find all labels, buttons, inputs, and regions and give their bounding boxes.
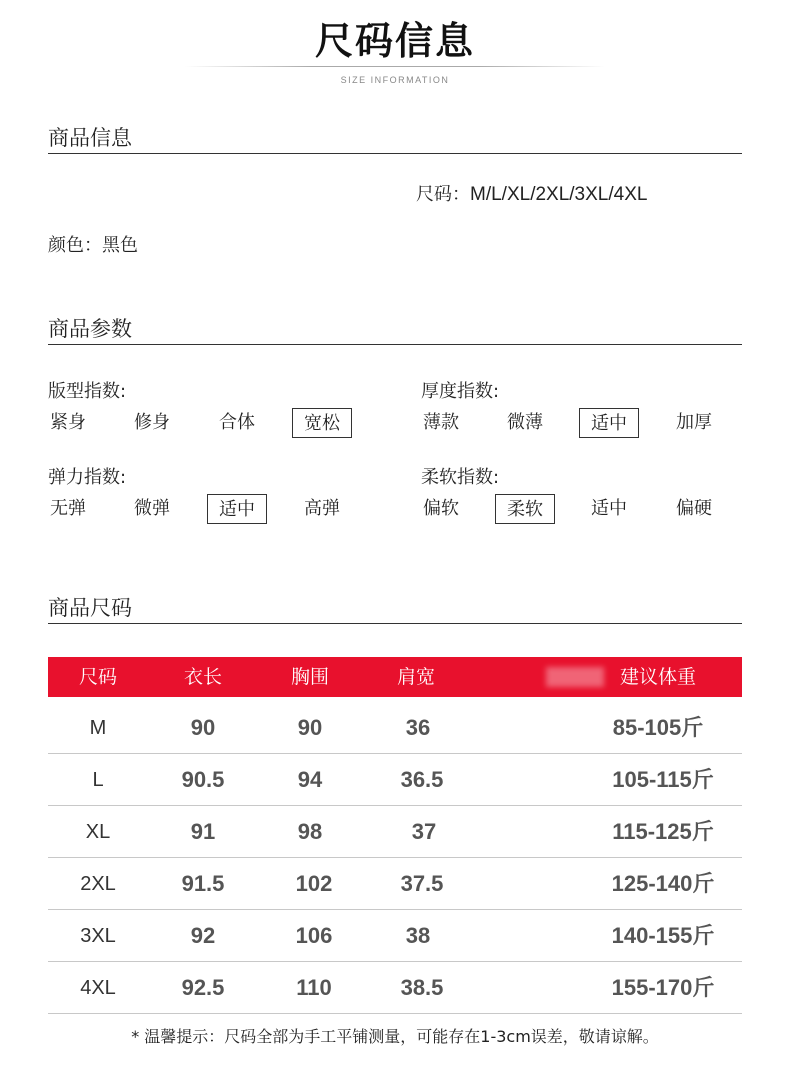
table-row bbox=[48, 806, 742, 858]
color-label: 颜色： bbox=[48, 235, 102, 256]
softness-option: 适中 bbox=[591, 498, 627, 519]
section-divider bbox=[48, 623, 742, 624]
cell-length: 90 bbox=[190, 715, 216, 740]
cell-weight: 105-115斤 bbox=[612, 767, 714, 792]
cell-shoulder: 37.5 bbox=[400, 871, 444, 896]
table-row bbox=[48, 754, 742, 806]
elasticity-option: 高弹 bbox=[304, 498, 340, 519]
thickness-option: 加厚 bbox=[676, 412, 712, 433]
cell-length: 91 bbox=[190, 819, 216, 844]
cell-chest: 94 bbox=[297, 767, 323, 792]
cell-size: M bbox=[89, 717, 107, 739]
thickness-option: 微薄 bbox=[507, 412, 543, 433]
fit-index-label: 版型指数: bbox=[48, 381, 127, 402]
thickness-index-label: 厚度指数: bbox=[421, 381, 500, 402]
thickness-option: 薄款 bbox=[423, 412, 459, 433]
cell-size: L bbox=[92, 769, 104, 791]
fit-option: 合体 bbox=[219, 412, 255, 433]
cell-weight: 140-155斤 bbox=[611, 923, 715, 948]
cell-shoulder: 38.5 bbox=[400, 975, 444, 1000]
fit-option: 修身 bbox=[134, 412, 170, 433]
page-title: 尺码信息 bbox=[314, 19, 475, 63]
measurement-note: * 温馨提示：尺码全部为手工平铺测量，可能存在1-3cm误差，敬请谅解。 bbox=[131, 1027, 659, 1046]
cell-length: 92.5 bbox=[181, 975, 225, 1000]
column-header-size: 尺码 bbox=[78, 666, 117, 688]
cell-weight: 115-125斤 bbox=[612, 819, 714, 844]
color-info bbox=[48, 231, 138, 257]
cell-length: 90.5 bbox=[181, 767, 225, 792]
size-table-header bbox=[48, 657, 742, 697]
table-row bbox=[48, 910, 742, 962]
elasticity-option-selected: 适中 bbox=[207, 494, 267, 524]
section-title-size-table: 商品尺码 bbox=[48, 596, 132, 620]
fit-option: 紧身 bbox=[50, 412, 86, 433]
sizes-label: 尺码： bbox=[416, 184, 470, 205]
cell-length: 91.5 bbox=[181, 871, 225, 896]
table-row bbox=[48, 702, 742, 754]
table-row bbox=[48, 858, 742, 910]
column-header-shoulder: 肩宽 bbox=[396, 666, 435, 688]
sizes-info bbox=[416, 180, 647, 206]
cell-shoulder: 36 bbox=[405, 715, 431, 740]
column-header-chest: 胸围 bbox=[290, 666, 329, 688]
section-divider bbox=[48, 344, 742, 345]
cell-shoulder: 37 bbox=[411, 819, 437, 844]
cell-chest: 102 bbox=[295, 871, 333, 896]
row-divider bbox=[48, 1013, 742, 1014]
fit-option-selected: 宽松 bbox=[292, 408, 352, 438]
cell-size: 3XL bbox=[80, 925, 116, 947]
cell-weight: 155-170斤 bbox=[611, 975, 715, 1000]
cell-size: 2XL bbox=[80, 873, 116, 895]
softness-option: 偏软 bbox=[423, 498, 459, 519]
softness-index-label: 柔软指数: bbox=[421, 467, 500, 488]
cell-chest: 106 bbox=[295, 923, 333, 948]
section-divider bbox=[48, 153, 742, 154]
elasticity-index-label: 弹力指数: bbox=[48, 467, 127, 488]
page-subtitle: SIZE INFORMATION bbox=[340, 75, 450, 85]
cell-length: 92 bbox=[190, 923, 216, 948]
cell-size: XL bbox=[85, 821, 111, 843]
title-divider bbox=[185, 66, 605, 67]
cell-size: 4XL bbox=[80, 977, 116, 999]
cell-shoulder: 38 bbox=[405, 923, 431, 948]
cell-weight: 125-140斤 bbox=[611, 871, 715, 896]
column-header-weight: 建议体重 bbox=[619, 666, 696, 688]
sizes-value: M/L/XL/2XL/3XL/4XL bbox=[470, 184, 648, 205]
cell-chest: 90 bbox=[297, 715, 323, 740]
thickness-option-selected: 适中 bbox=[579, 408, 639, 438]
section-title-product-info: 商品信息 bbox=[48, 126, 132, 150]
cell-chest: 110 bbox=[296, 975, 332, 1000]
table-row bbox=[48, 962, 742, 1014]
elasticity-option: 微弹 bbox=[134, 498, 170, 519]
elasticity-option: 无弹 bbox=[50, 498, 86, 519]
section-title-product-params: 商品参数 bbox=[48, 317, 132, 341]
softness-option: 偏硬 bbox=[676, 498, 712, 519]
column-header-length: 衣长 bbox=[183, 666, 222, 688]
column-header-blurred bbox=[546, 667, 604, 687]
cell-chest: 98 bbox=[297, 819, 323, 844]
cell-shoulder: 36.5 bbox=[400, 767, 444, 792]
softness-option-selected: 柔软 bbox=[495, 494, 555, 524]
cell-weight: 85-105斤 bbox=[612, 715, 704, 740]
color-value: 黑色 bbox=[102, 235, 138, 256]
